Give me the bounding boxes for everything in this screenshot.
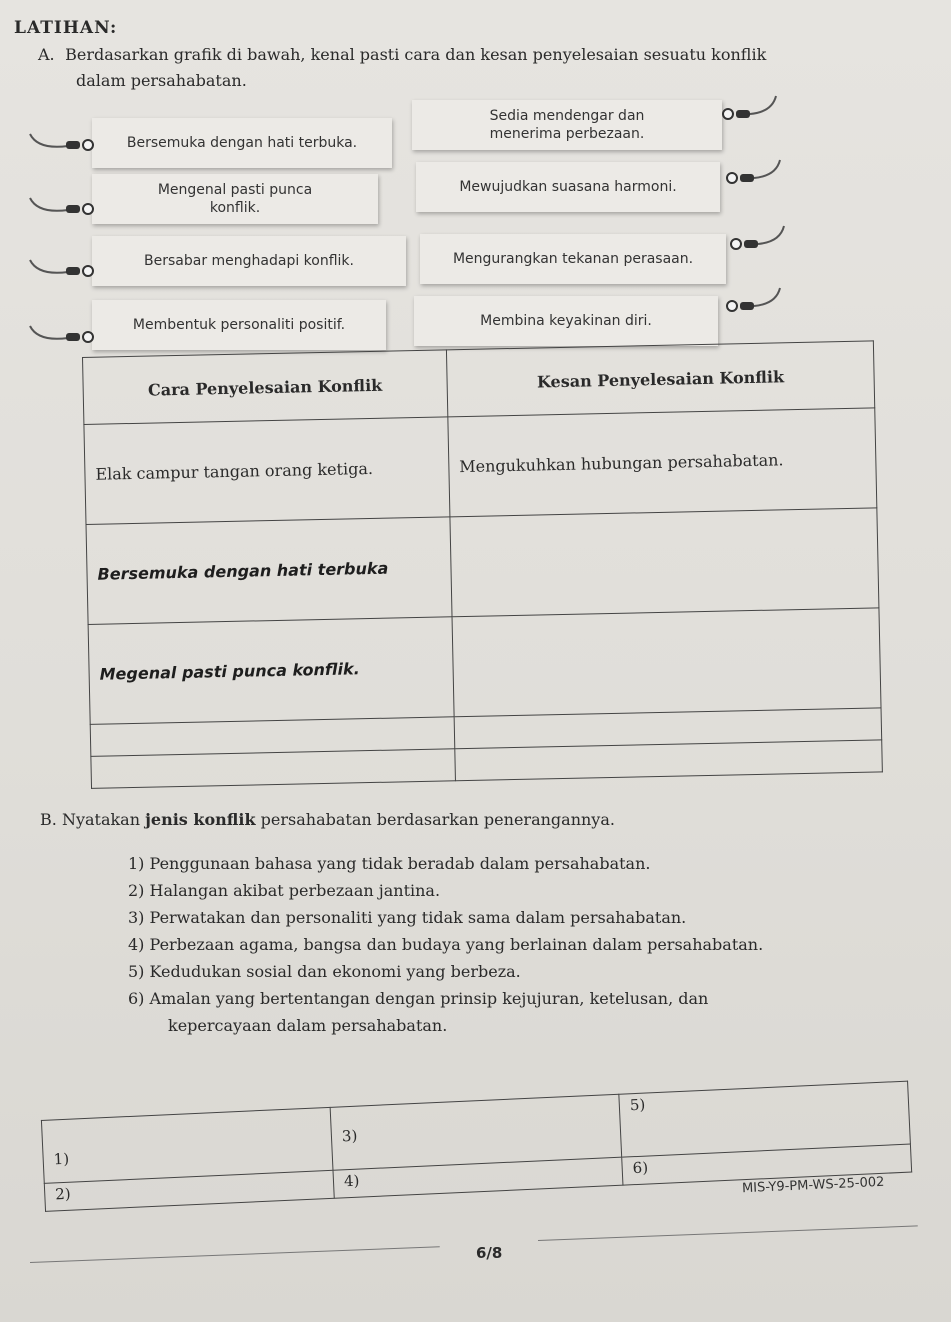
section-b-post: persahabatan berdasarkan penerangannya. bbox=[260, 810, 615, 829]
card-right-3-text: Mengurangkan tekanan perasaan. bbox=[452, 251, 694, 267]
page-number: 6/8 bbox=[476, 1244, 503, 1262]
list-item-number: 2) bbox=[128, 881, 145, 900]
card-right-1-text: Sedia mendengar dan menerima perbezaan. bbox=[489, 108, 645, 142]
list-item bbox=[128, 904, 908, 931]
table-cell[interactable] bbox=[450, 508, 879, 617]
resolution-table bbox=[82, 340, 883, 788]
list-item-text: Penggunaan bahasa yang tidak beradab dalam persahabatan. bbox=[149, 854, 651, 873]
list-item bbox=[128, 850, 908, 877]
section-a-line-2: dalam persahabatan. bbox=[76, 71, 247, 90]
section-a-line-1: Berdasarkan grafik di bawah, kenal pasti cara dan kesan penyelesaian sesuatu konflik bbox=[65, 45, 767, 64]
list-item-continuation: kepercayaan dalam persahabatan. bbox=[168, 1016, 448, 1035]
cable-connector-icon bbox=[28, 254, 108, 290]
list-item-text: Perwatakan dan personaliti yang tidak sama dalam persahabatan. bbox=[149, 908, 687, 927]
card-right-1 bbox=[412, 100, 722, 150]
card-left-1 bbox=[92, 118, 392, 168]
table-cell: Mengukuhkan hubungan persahabatan. bbox=[448, 408, 877, 517]
list-item-text: Amalan yang bertentangan dengan prinsip kejujuran, ketelusan, dan bbox=[149, 989, 709, 1008]
list-item-text: Halangan akibat perbezaan jantina. bbox=[149, 881, 441, 900]
cable-connector-icon bbox=[708, 92, 788, 128]
footer-divider bbox=[538, 1225, 918, 1241]
card-left-3 bbox=[92, 236, 406, 286]
worksheet-heading: LATIHAN: bbox=[14, 18, 118, 38]
section-b-bold: jenis konflik bbox=[145, 810, 256, 829]
card-right-3 bbox=[420, 234, 726, 284]
list-item bbox=[128, 985, 908, 1012]
card-left-4-text: Membentuk personaliti positif. bbox=[132, 317, 346, 333]
table-cell[interactable] bbox=[91, 749, 455, 789]
cable-connector-icon bbox=[28, 128, 108, 164]
header-cara: Cara Penyelesaian Konflik bbox=[83, 350, 448, 425]
list-item-number: 5) bbox=[128, 962, 145, 981]
card-right-2 bbox=[416, 162, 720, 212]
list-item-text: Kedudukan sosial dan ekonomi yang berbeza. bbox=[149, 962, 521, 981]
answer-cell-3[interactable]: 3) bbox=[330, 1094, 622, 1170]
answer-cell-6[interactable]: 6) bbox=[622, 1144, 912, 1185]
cable-connector-icon bbox=[716, 222, 796, 258]
header-kesan: Kesan Penyelesaian Konflik bbox=[446, 341, 874, 417]
cable-connector-icon bbox=[28, 320, 108, 356]
card-left-2 bbox=[92, 174, 378, 224]
resolution-table-wrapper bbox=[82, 340, 883, 788]
table-row bbox=[88, 608, 881, 724]
table-cell[interactable] bbox=[452, 608, 881, 717]
section-a-instruction bbox=[38, 42, 918, 94]
card-left-4 bbox=[92, 300, 386, 350]
card-left-2-text: Mengenal pasti punca konflik. bbox=[157, 182, 313, 216]
answer-grid-wrapper bbox=[40, 1061, 913, 1230]
table-row bbox=[84, 408, 877, 524]
cable-connector-icon bbox=[712, 284, 792, 320]
card-left-3-text: Bersabar menghadapi konflik. bbox=[144, 253, 354, 269]
list-item bbox=[128, 877, 908, 904]
table-cell: Elak campur tangan orang ketiga. bbox=[84, 417, 450, 525]
cable-connector-icon bbox=[712, 156, 792, 192]
list-item-number: 3) bbox=[128, 908, 145, 927]
list-item-number: 1) bbox=[128, 854, 145, 873]
list-item-text: Perbezaan agama, bangsa dan budaya yang berlainan dalam persahabatan. bbox=[149, 935, 764, 954]
list-item bbox=[128, 958, 908, 985]
cable-connector-icon bbox=[28, 192, 108, 228]
list-item-number: 6) bbox=[128, 989, 145, 1008]
answer-cell-5[interactable]: 5) bbox=[619, 1081, 911, 1157]
list-item-number: 4) bbox=[128, 935, 145, 954]
answer-cell-4[interactable]: 4) bbox=[333, 1157, 623, 1198]
answer-cell-1[interactable]: 1) bbox=[41, 1107, 333, 1183]
section-b-pre: Nyatakan bbox=[61, 810, 141, 829]
section-b-label: B. bbox=[40, 810, 57, 829]
section-b-instruction bbox=[40, 810, 615, 829]
worksheet-code: MIS-Y9-PM-WS-25-002 bbox=[741, 1174, 885, 1197]
card-left-1-text: Bersemuka dengan hati terbuka. bbox=[126, 135, 358, 151]
card-right-2-text: Mewujudkan suasana harmoni. bbox=[459, 179, 677, 195]
section-a-label: A. bbox=[38, 45, 55, 64]
table-cell-handwritten[interactable]: Bersemuka dengan hati terbuka bbox=[86, 517, 452, 625]
table-cell-handwritten[interactable]: Megenal pasti punca konflik. bbox=[88, 617, 454, 725]
table-row bbox=[86, 508, 879, 624]
card-right-4-text: Membina keyakinan diri. bbox=[480, 313, 652, 329]
answer-cell-2[interactable]: 2) bbox=[44, 1170, 334, 1211]
footer-divider bbox=[30, 1246, 440, 1263]
list-item bbox=[128, 931, 908, 958]
conflict-list bbox=[128, 850, 908, 1039]
card-right-4 bbox=[414, 296, 718, 346]
